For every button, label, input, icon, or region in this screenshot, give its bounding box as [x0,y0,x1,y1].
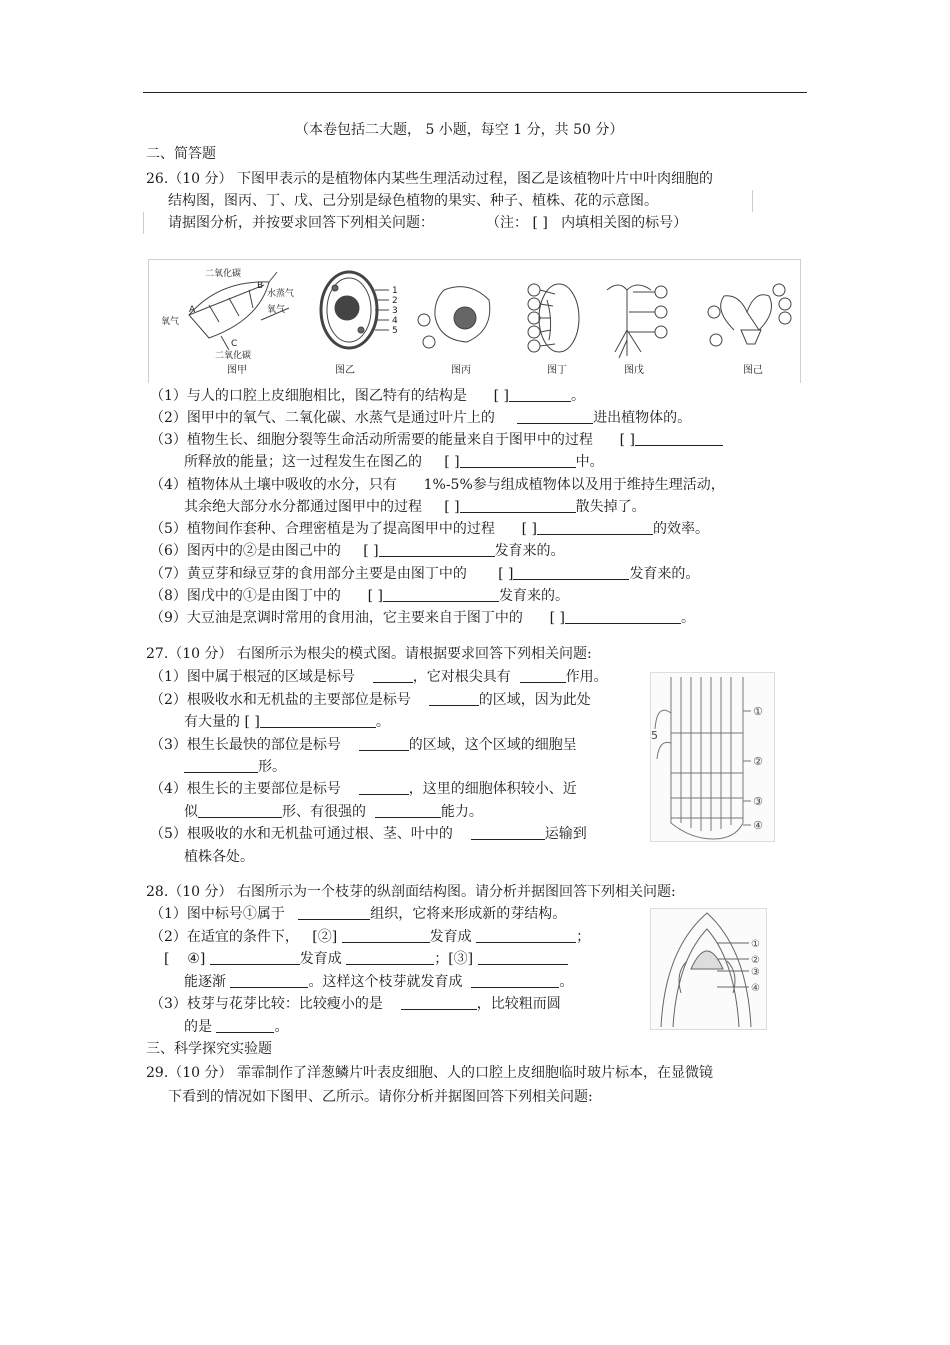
section-heading-2: 二、简答题 [146,146,216,162]
answer-blank[interactable] [517,409,593,424]
q27-line-3: 有大量的 [ ] 。 [184,714,390,730]
jia-letter-b: B [257,281,264,291]
jia-letter-c: C [231,339,238,349]
jia-label-co2-bottom: 二氧化碳 [215,351,252,361]
q26-item-7: （7）黄豆芽和绿豆芽的食用部分主要是由图丁中的 [ ] 发育来的。 [150,566,700,582]
q27-line-8: （5）根吸收的水和无机盐可通过根、茎、叶中的 运输到 [150,826,587,842]
answer-blank[interactable] [383,587,499,602]
answer-blank[interactable] [359,736,409,751]
q26-item-3b: 所释放的能量；这一过程发生在图乙的 [ ] 中。 [184,454,604,470]
answer-blank[interactable] [460,498,576,513]
answer-blank[interactable] [460,453,576,468]
root-tip-drawing [651,673,774,841]
jia-label-o2-left: 氧气 [161,317,180,327]
answer-blank[interactable] [216,1018,274,1033]
jia-label-co2: 二氧化碳 [205,269,242,279]
root-label-2: ② [753,755,763,768]
answer-blank[interactable] [635,431,723,446]
q27-line-5: 形。 [184,758,286,776]
q28-line-5: （3）枝芽与花芽比较：比较瘦小的是 ，比较粗而圆 [150,996,561,1012]
q29-stem-line1: 29.（10 分） 霏霏制作了洋葱鳞片叶表皮细胞、人的口腔上皮细胞临时玻片标本，在显微镜 [146,1065,713,1081]
q27-stem: 27.（10 分） 右图所示为根尖的模式图。请根据要求回答下列相关问题: [146,646,592,662]
answer-blank[interactable] [346,950,434,965]
jia-label-o2-right: 氧气 [267,305,286,315]
answer-blank[interactable] [342,928,430,943]
q26-item-1: （1）与人的口腔上皮细胞相比，图乙特有的结构是 [ ] 。 [150,388,585,404]
answer-blank[interactable] [379,542,495,557]
answer-bracket: [ ] [444,454,460,470]
bud-label-2: ② [751,955,760,966]
yi-num-3: 3 [392,306,398,316]
q26-item-4b: 其余绝大部分水分都通过图甲中的过程 [ ] 散失掉了。 [184,499,646,515]
answer-blank[interactable] [513,565,629,580]
q26-item-9: （9）大豆油是烹调时常用的食用油，它主要来自于图丁中的 [ ] 。 [150,610,695,626]
q26-item-5: （5）植物间作套种、合理密植是为了提高图甲中的过程 [ ] 的效率。 [150,521,709,537]
answer-blank[interactable] [509,387,571,402]
answer-blank[interactable] [298,905,370,920]
answer-blank[interactable] [260,713,376,728]
yi-num-4: 4 [392,316,398,326]
q27-line-7: 似 形、有很强的 能力。 [184,804,483,820]
root-label-5: 5 [651,729,658,742]
answer-bracket: [ ] [444,499,460,515]
answer-blank[interactable] [375,803,441,818]
yi-num-5: 5 [392,326,398,336]
fig-label-bing: 图丙 [451,365,471,376]
answer-bracket: [ ] [549,610,565,626]
q28-line-6: 的是 。 [184,1019,289,1035]
q28-line-1: （1）图中标号①属于 组织，它将来形成新的芽结构。 [150,906,567,922]
root-label-3: ③ [753,795,763,808]
exam-note: （本卷包括二大题， 5 小题，每空 1 分，共 50 分） [295,122,624,138]
q26-note: （注： [ ] 内填相关图的标号） [486,215,688,231]
answer-blank[interactable] [210,950,300,965]
q28-line-4: 能逐渐 。这样这个枝芽就发育成 。 [184,974,574,990]
q26-item-2: （2）图甲中的氧气、二氧化碳、水蒸气是通过叶片上的 进出植物体的。 [150,410,692,426]
q26-item-4: （4）植物体从土壤中吸收的水分，只有 1%-5%参与组成植物体以及用于维持生理活动， [150,477,725,493]
bud-label-1: ① [751,939,760,950]
jia-label-water: 水蒸气 [267,289,295,299]
yi-num-2: 2 [392,296,398,306]
q27-line-6: （4）根生长的主要部位是标号 ，这里的细胞体积较小、近 [150,781,577,797]
q28-line-2: （2）在适宜的条件下， [②] 发育成 ； [150,929,591,945]
bud-figure [650,908,767,1030]
answer-blank[interactable] [565,609,681,624]
answer-bracket: [ ] [363,543,379,559]
fig-label-ji: 图己 [743,365,763,376]
scan-mark [752,190,753,212]
top-rule [143,92,807,93]
answer-bracket: [ ] [367,588,383,604]
q27-line-9: 植株各处。 [184,849,254,865]
q27-line-1: （1）图中属于根冠的区域是标号 ，它对根尖具有 作用。 [150,669,608,685]
answer-blank[interactable] [198,803,282,818]
answer-bracket: [ ] [493,388,509,404]
answer-blank[interactable] [230,973,308,988]
answer-blank[interactable] [359,780,409,795]
q28-stem: 28.（10 分） 右图所示为一个枝芽的纵剖面结构图。请分析并据图回答下列相关问题: [146,884,676,900]
q28-line-3: [ ④] 发育成 ；[③] [164,950,568,968]
q26-stem-line2: 结构图，图丙、丁、戊、己分别是绿色植物的果实、种子、植株、花的示意图。 [168,193,658,209]
section-heading-3: 三、科学探究实验题 [146,1041,272,1057]
answer-blank[interactable] [471,825,545,840]
scan-mark [143,212,144,234]
fig-label-jia: 图甲 [227,365,247,376]
answer-blank[interactable] [476,928,576,943]
q26-item-8: （8）图戊中的①是由图丁中的 [ ] 发育来的。 [150,588,569,604]
q27-line-4: （3）根生长最快的部位是标号 的区域，这个区域的细胞呈 [150,737,577,753]
q27-line-2: （2）根吸收水和无机盐的主要部位是标号 的区域，因为此处 [150,692,591,708]
q26-item-6: （6）图丙中的②是由图己中的 [ ] 发育来的。 [150,543,565,559]
jia-letter-a: A [189,305,196,315]
bud-label-3: ③ [751,967,760,978]
answer-blank[interactable] [520,668,566,683]
fig-label-yi: 图乙 [335,365,355,376]
q26-stem-line1: 26.（10 分） 下图甲表示的是植物体内某些生理活动过程，图乙是该植物叶片中叶肉细胞的 [146,171,713,187]
answer-bracket: [ ] [619,432,635,448]
fig-label-ding: 图丁 [547,365,567,376]
answer-blank[interactable] [537,520,653,535]
answer-blank[interactable] [429,691,479,706]
answer-bracket: [ ] [521,521,537,537]
answer-blank[interactable] [184,758,258,773]
bud-drawing [651,909,766,1029]
answer-bracket: [ ] [244,714,260,730]
fig-label-wu: 图戊 [624,365,644,376]
q26-figure [148,259,801,383]
answer-blank[interactable] [401,995,477,1010]
root-label-1: ① [753,705,763,718]
q26-item-3: （3）植物生长、细胞分裂等生命活动所需要的能量来自于图甲中的过程 [ ] [150,431,723,449]
answer-blank[interactable] [478,950,568,965]
q29-stem-line2: 下看到的情况如下图甲、乙所示。请你分析并据图回答下列相关问题: [168,1089,593,1105]
answer-bracket: [ ] [498,566,514,582]
answer-blank[interactable] [373,668,413,683]
q26-stem-line3: 请据图分析，并按要求回答下列相关问题： [168,215,434,231]
bud-label-4: ④ [751,983,760,994]
root-label-4: ④ [753,819,763,832]
answer-blank[interactable] [471,973,559,988]
yi-num-1: 1 [392,286,398,296]
root-tip-figure [650,672,775,842]
